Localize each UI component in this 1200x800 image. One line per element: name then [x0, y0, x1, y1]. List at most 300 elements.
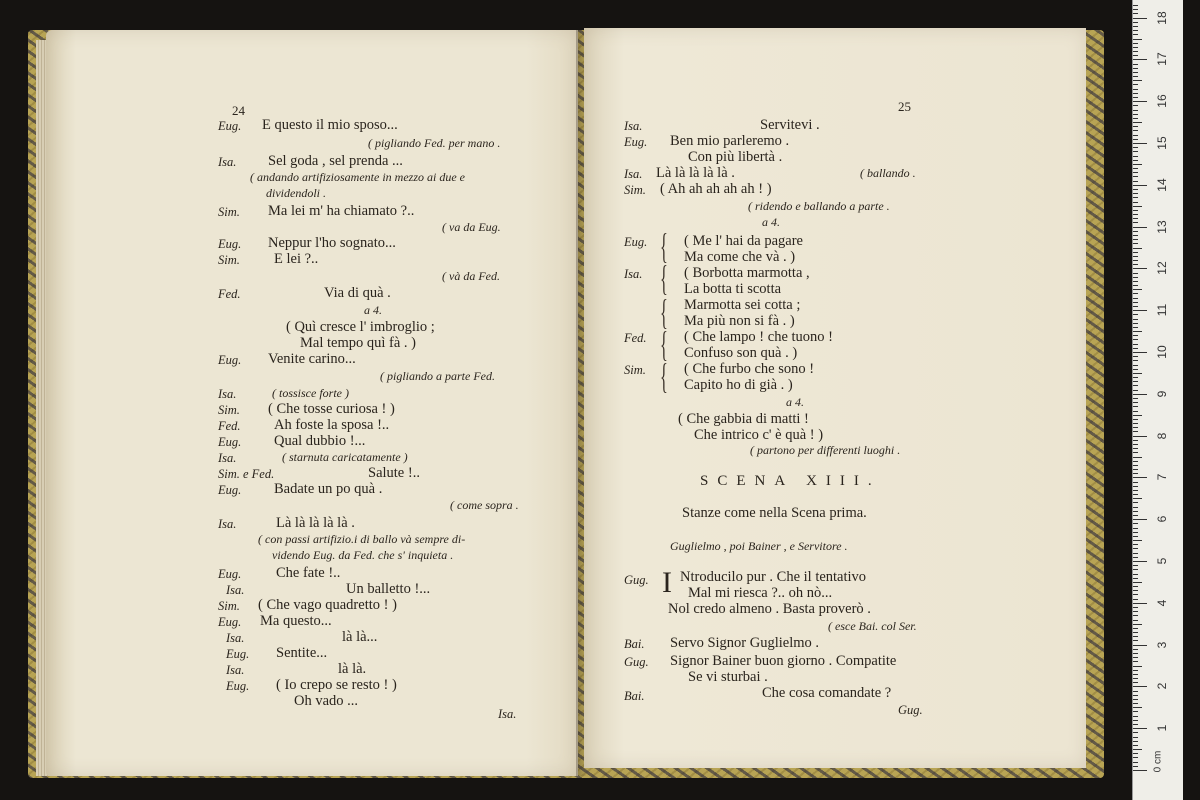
ruler-tick [1133, 406, 1138, 407]
ruler-tick [1133, 89, 1138, 90]
ruler-tick [1133, 302, 1138, 303]
ruler-tick [1133, 76, 1138, 77]
ruler-tick [1133, 507, 1138, 508]
ruler-tick [1133, 331, 1142, 332]
ruler-tick [1133, 611, 1138, 612]
ruler-tick [1133, 477, 1147, 478]
ruler-tick [1133, 156, 1138, 157]
ruler-number: 9 [1155, 390, 1169, 398]
ruler-tick [1133, 674, 1138, 675]
ruler-tick [1133, 574, 1138, 575]
verse-line: Servitevi . [760, 117, 820, 133]
ruler-tick [1133, 490, 1138, 491]
verse-line: Signor Bainer buon giorno . Compatite [670, 653, 897, 669]
ruler-tick [1133, 306, 1138, 307]
verse-line: Ntroducilo pur . Che il tentativo [680, 569, 867, 585]
speaker: Gug. [624, 573, 649, 587]
ruler-tick [1133, 39, 1142, 40]
right-page [584, 28, 1086, 768]
ruler-tick [1133, 753, 1138, 754]
page-number: 24 [232, 103, 245, 118]
verse-line: Servo Signor Guglielmo . [670, 635, 820, 651]
speaker: Isa. [624, 167, 643, 181]
ruler-tick [1133, 369, 1138, 370]
ruler-tick [1133, 557, 1138, 558]
ruler-tick [1133, 344, 1138, 345]
verse-line: Che intrico c' è quà ! ) [694, 427, 824, 443]
stage-direction: dividendoli . [266, 186, 326, 200]
verse-line: ( Borbotta marmotta , [684, 265, 810, 281]
ruler-tick [1133, 511, 1138, 512]
ruler-tick [1133, 561, 1147, 562]
ruler-tick [1133, 728, 1147, 729]
stage-direction: ( ballando . [860, 166, 916, 180]
verse-line: Marmotta sei cotta ; [684, 297, 801, 313]
speaker: Bai. [624, 637, 645, 651]
stage-direction: ( ridendo e ballando a parte . [748, 199, 890, 213]
speaker: Eug. [624, 135, 648, 149]
a-quattro-label: a 4. [762, 215, 780, 229]
ruler-tick [1133, 135, 1138, 136]
left-page [46, 30, 578, 776]
speaker: Sim. [218, 253, 240, 267]
ruler-tick [1133, 745, 1138, 746]
speaker: Eug. [226, 647, 250, 661]
ruler-tick [1133, 139, 1138, 140]
ruler-tick [1133, 147, 1138, 148]
ruler-tick [1133, 160, 1138, 161]
ruler-tick [1133, 373, 1142, 374]
ruler-tick [1133, 381, 1138, 382]
ruler-tick [1133, 431, 1138, 432]
ruler-tick [1133, 569, 1138, 570]
ruler-tick [1133, 703, 1138, 704]
ruler-tick [1133, 51, 1138, 52]
verse-line: Neppur l'ho sognato... [268, 235, 396, 251]
stage-direction: ( va da Eug. [442, 220, 501, 234]
ruler-tick [1133, 227, 1147, 228]
ruler-tick [1133, 323, 1138, 324]
ruler-tick [1133, 640, 1138, 641]
catchword: Isa. [498, 707, 517, 721]
ruler-tick [1133, 256, 1138, 257]
ruler-tick [1133, 519, 1147, 520]
ruler-tick [1133, 9, 1138, 10]
ruler-tick [1133, 314, 1138, 315]
speaker: Sim. [218, 599, 240, 613]
catchword: Gug. [898, 703, 923, 717]
ruler-tick [1133, 193, 1138, 194]
speaker: Eug. [218, 567, 242, 581]
ruler-number: 16 [1155, 94, 1169, 108]
stage-direction: videndo Eug. da Fed. che s' inquieta . [272, 548, 454, 562]
speaker: Isa. [218, 155, 237, 169]
ruler-tick [1133, 411, 1138, 412]
ruler-tick [1133, 360, 1138, 361]
ruler-tick [1133, 594, 1138, 595]
ruler-tick [1133, 273, 1138, 274]
ruler-number: 8 [1155, 432, 1169, 439]
verse-line: Ben mio parleremo . [670, 133, 790, 149]
ruler-tick [1133, 691, 1138, 692]
verse-line: ( Che lampo ! che tuono ! [684, 329, 833, 345]
verse-line: Ah foste la sposa !.. [274, 417, 390, 433]
ruler-tick [1133, 97, 1138, 98]
ruler-tick [1133, 5, 1138, 6]
verse-line: là là. [338, 661, 367, 677]
ruler-tick [1133, 615, 1138, 616]
ruler-tick [1133, 603, 1147, 604]
ruler-tick [1133, 670, 1138, 671]
stage-direction: ( come sopra . [450, 498, 519, 512]
stage-direction: ( con passi artifizio.i di ballo và sempre di- [258, 532, 466, 546]
speaker: Eug. [218, 435, 242, 449]
ruler-tick [1133, 427, 1138, 428]
ruler-number: 7 [1155, 474, 1169, 481]
ruler-tick [1133, 298, 1138, 299]
ruler-tick [1133, 766, 1138, 767]
speaker: Eug. [218, 353, 242, 367]
speaker: Eug. [624, 235, 648, 249]
verse-line: Se vi sturbai . [688, 669, 768, 685]
ruler-number: 3 [1155, 641, 1169, 648]
verse-line: Che fate !.. [276, 565, 341, 581]
page-number: 25 [898, 99, 911, 114]
ruler-tick [1133, 482, 1138, 483]
ruler-number: 13 [1155, 219, 1169, 234]
ruler-tick [1133, 732, 1138, 733]
ruler-number: 1 [1155, 724, 1169, 732]
ruler-tick [1133, 80, 1142, 81]
ruler-tick [1133, 624, 1142, 625]
ruler-tick [1133, 101, 1147, 102]
ruler-tick [1133, 599, 1138, 600]
verse-line: Là là là là là . [656, 165, 735, 181]
speaker: Fed. [218, 419, 241, 433]
verse-line: Là là là là là . [276, 515, 355, 531]
ruler-tick [1133, 536, 1138, 537]
ruler-tick [1133, 649, 1138, 650]
scene-setting: Stanze come nella Scena prima. [682, 505, 867, 521]
ruler-tick [1133, 339, 1138, 340]
ruler-tick [1133, 657, 1138, 658]
ruler-number: 2 [1155, 683, 1169, 690]
verse-line: Un balletto !... [346, 581, 431, 597]
ruler-tick [1133, 114, 1138, 115]
speaker: Sim. [218, 403, 240, 417]
ruler-tick [1133, 122, 1142, 123]
stage-direction: ( và da Fed. [442, 269, 500, 283]
verse-line: Venite carino... [268, 351, 356, 367]
ruler-tick [1133, 565, 1138, 566]
ruler-number: 10 [1155, 345, 1169, 359]
verse-line: ( Che furbo che sono ! [684, 361, 815, 377]
speaker: Sim. [624, 363, 646, 377]
ruler-tick [1133, 59, 1147, 60]
speaker: Sim. [624, 183, 646, 197]
verse-line: Nol credo almeno . Basta proverò . [668, 601, 871, 617]
ruler-tick [1133, 394, 1147, 395]
speaker: Isa. [226, 583, 245, 597]
ruler-tick [1133, 197, 1138, 198]
ruler-tick [1133, 34, 1138, 35]
verse-line: Oh vado ... [294, 693, 359, 709]
ruler-tick [1133, 711, 1138, 712]
ruler-tick [1133, 419, 1138, 420]
ruler-tick [1133, 105, 1138, 106]
ruler-tick [1133, 695, 1138, 696]
ruler-tick [1133, 289, 1142, 290]
ruler-tick [1133, 72, 1138, 73]
ruler-tick [1133, 737, 1138, 738]
ruler-number: 18 [1155, 10, 1169, 25]
ruler-tick [1133, 218, 1138, 219]
speaker: Isa. [624, 267, 643, 281]
ruler-tick [1133, 176, 1138, 177]
ruler-tick [1133, 402, 1138, 403]
ruler-tick [1133, 699, 1138, 700]
ruler-tick [1133, 553, 1138, 554]
ruler-tick [1133, 319, 1138, 320]
ruler-tick [1133, 352, 1147, 353]
ruler-tick [1133, 586, 1138, 587]
ruler-tick [1133, 164, 1142, 165]
speaker: Eug. [218, 615, 242, 629]
ruler-tick [1133, 741, 1138, 742]
stage-direction: ( tossisce forte ) [272, 386, 349, 400]
ruler-tick [1133, 260, 1138, 261]
ruler-tick [1133, 222, 1138, 223]
ruler-tick [1133, 130, 1138, 131]
ruler-tick [1133, 678, 1138, 679]
ruler-tick [1133, 210, 1138, 211]
speaker: Eug. [218, 483, 242, 497]
ruler-tick [1133, 440, 1138, 441]
ruler-tick [1133, 356, 1138, 357]
ruler-unit-label: 0 cm [1152, 750, 1164, 773]
ruler-tick [1133, 239, 1138, 240]
brace-glyph: { [660, 258, 668, 298]
ruler-tick [1133, 661, 1138, 662]
ruler-tick [1133, 523, 1138, 524]
brace-glyph: { [660, 292, 668, 332]
stage-direction: ( starnuta caricatamente ) [282, 450, 408, 464]
verse-line: Ma più non si fà . ) [684, 313, 795, 329]
ruler-tick [1133, 385, 1138, 386]
speaker: Eug. [226, 679, 250, 693]
ruler-number: 6 [1155, 515, 1169, 523]
ruler-tick [1133, 423, 1138, 424]
ruler-tick [1133, 377, 1138, 378]
ruler-tick [1133, 172, 1138, 173]
ruler-tick [1133, 327, 1138, 328]
ruler-tick [1133, 653, 1138, 654]
brace-glyph: { [660, 226, 668, 266]
brace-glyph: { [660, 356, 668, 396]
ruler-tick [1133, 18, 1147, 19]
ruler-tick [1133, 310, 1147, 311]
ruler-tick [1133, 285, 1138, 286]
ruler-tick [1133, 716, 1138, 717]
speaker: Sim. [218, 205, 240, 219]
speaker: Fed. [624, 331, 647, 345]
a-quattro-label: a 4. [786, 395, 804, 409]
ruler-tick [1133, 465, 1138, 466]
ruler-tick [1133, 540, 1142, 541]
ruler-tick [1133, 582, 1142, 583]
verse-line: Confuso son quà . ) [684, 345, 798, 361]
ruler-number: 12 [1155, 261, 1169, 276]
ruler-tick [1133, 749, 1142, 750]
speaker: Eug. [218, 119, 242, 133]
ruler-tick [1133, 335, 1138, 336]
ruler-tick [1133, 486, 1138, 487]
ruler-tick [1133, 231, 1138, 232]
verse-line: ( Me l' hai da pagare [684, 233, 803, 249]
ruler-tick [1133, 84, 1138, 85]
stage-direction: ( andando artifiziosamente in mezzo ai due e [250, 170, 465, 184]
ruler-tick [1133, 398, 1138, 399]
ruler-tick [1133, 243, 1138, 244]
ruler-tick [1133, 277, 1138, 278]
verse-line: E lei ?.. [274, 251, 319, 267]
ruler-tick [1133, 444, 1138, 445]
verse-line: ( Io crepo se resto ! ) [276, 677, 397, 693]
verse-line: là là... [342, 629, 378, 645]
ruler-tick [1133, 181, 1138, 182]
ruler-tick [1133, 578, 1138, 579]
speaker: Isa. [624, 119, 643, 133]
ruler-tick [1133, 189, 1138, 190]
verse-line: Via di quà . [324, 285, 391, 301]
verse-line: ( Che vago quadretto ! ) [258, 597, 397, 613]
ruler-tick [1133, 628, 1138, 629]
speaker: Isa. [218, 517, 237, 531]
verse-line: Qual dubbio !... [274, 433, 366, 449]
verse-line: Che cosa comandate ? [762, 685, 892, 701]
measuring-ruler [1132, 0, 1183, 800]
ruler-number: 15 [1155, 136, 1169, 150]
ruler-tick [1133, 636, 1138, 637]
ruler-tick [1133, 515, 1138, 516]
ruler-tick [1133, 682, 1138, 683]
ruler-tick [1133, 620, 1138, 621]
ruler-tick [1133, 473, 1138, 474]
ruler-tick [1133, 645, 1147, 646]
stage-direction: ( pigliando a parte Fed. [380, 369, 495, 383]
speaker: Sim. e Fed. [218, 467, 275, 481]
ruler-tick [1133, 151, 1138, 152]
ruler-tick [1133, 281, 1138, 282]
ruler-tick [1133, 548, 1138, 549]
ruler-tick [1133, 264, 1138, 265]
ruler-tick [1133, 632, 1138, 633]
ruler-tick [1133, 64, 1138, 65]
ruler-tick [1133, 390, 1138, 391]
ruler-tick [1133, 686, 1147, 687]
ruler-tick [1133, 452, 1138, 453]
ruler-tick [1133, 757, 1138, 758]
ruler-tick [1133, 252, 1138, 253]
ruler-tick [1133, 461, 1138, 462]
speaker: Eug. [218, 237, 242, 251]
ruler-number: 4 [1155, 599, 1169, 607]
ruler-tick [1133, 168, 1138, 169]
ruler-tick [1133, 528, 1138, 529]
ruler-tick [1133, 469, 1138, 470]
ruler-tick [1133, 268, 1147, 269]
speaker: Isa. [226, 631, 245, 645]
ruler-tick [1133, 436, 1147, 437]
ruler-tick [1133, 118, 1138, 119]
verse-line: Mal tempo quì fà . ) [300, 335, 416, 351]
verse-line: ( Che gabbia di matti ! [678, 411, 809, 427]
ruler-tick [1133, 607, 1138, 608]
ruler-tick [1133, 214, 1138, 215]
verse-line: ( Quì cresce l' imbroglio ; [286, 319, 435, 335]
ruler-tick [1133, 666, 1142, 667]
scene-heading: SCENA XIII. [700, 473, 881, 489]
ruler-number: 17 [1155, 52, 1169, 67]
speaker: Isa. [218, 387, 237, 401]
ruler-tick [1133, 532, 1138, 533]
verse-line: Badate un po quà . [274, 481, 383, 497]
character-list: Guglielmo , poi Bainer , e Servitore . [670, 539, 848, 553]
a-quattro-label: a 4. [364, 303, 382, 317]
ruler-tick [1133, 762, 1138, 763]
ruler-tick [1133, 770, 1147, 771]
ruler-tick [1133, 707, 1142, 708]
ruler-tick [1133, 415, 1142, 416]
verse-line: E questo il mio sposo... [262, 117, 398, 133]
stage-direction: ( partono per differenti luoghi . [750, 443, 901, 457]
speaker: Isa. [218, 451, 237, 465]
ruler-tick [1133, 110, 1138, 111]
verse-line: Sel goda , sel prenda ... [268, 153, 403, 169]
ruler-tick [1133, 93, 1138, 94]
ruler-tick [1133, 544, 1138, 545]
speaker: Bai. [624, 689, 645, 703]
ruler-tick [1133, 293, 1138, 294]
verse-line: Ma come che và . ) [684, 249, 796, 265]
brace-glyph: { [660, 324, 668, 364]
ruler-tick [1133, 235, 1138, 236]
ruler-tick [1133, 206, 1142, 207]
verse-line: Capito ho di già . ) [684, 377, 793, 393]
ruler-tick [1133, 590, 1138, 591]
ruler-tick [1133, 55, 1138, 56]
ruler-tick [1133, 126, 1138, 127]
verse-line: Mal mi riesca ?.. oh nò... [688, 585, 833, 601]
ruler-tick [1133, 248, 1142, 249]
ruler-tick [1133, 143, 1147, 144]
ruler-tick [1133, 43, 1138, 44]
ruler-number: 5 [1155, 557, 1169, 565]
ruler-tick [1133, 30, 1138, 31]
ruler-tick [1133, 502, 1138, 503]
ruler-tick [1133, 348, 1138, 349]
ruler-tick [1133, 26, 1138, 27]
speaker: Isa. [226, 663, 245, 677]
verse-line: ( Ah ah ah ah ah ! ) [660, 181, 772, 197]
verse-line: Salute !.. [368, 465, 420, 481]
ruler-number: 14 [1155, 178, 1169, 192]
ruler-tick [1133, 494, 1138, 495]
stage-direction: ( esce Bai. col Ser. [828, 619, 917, 633]
ruler-tick [1133, 365, 1138, 366]
ruler-tick [1133, 724, 1138, 725]
ruler-tick [1133, 47, 1138, 48]
